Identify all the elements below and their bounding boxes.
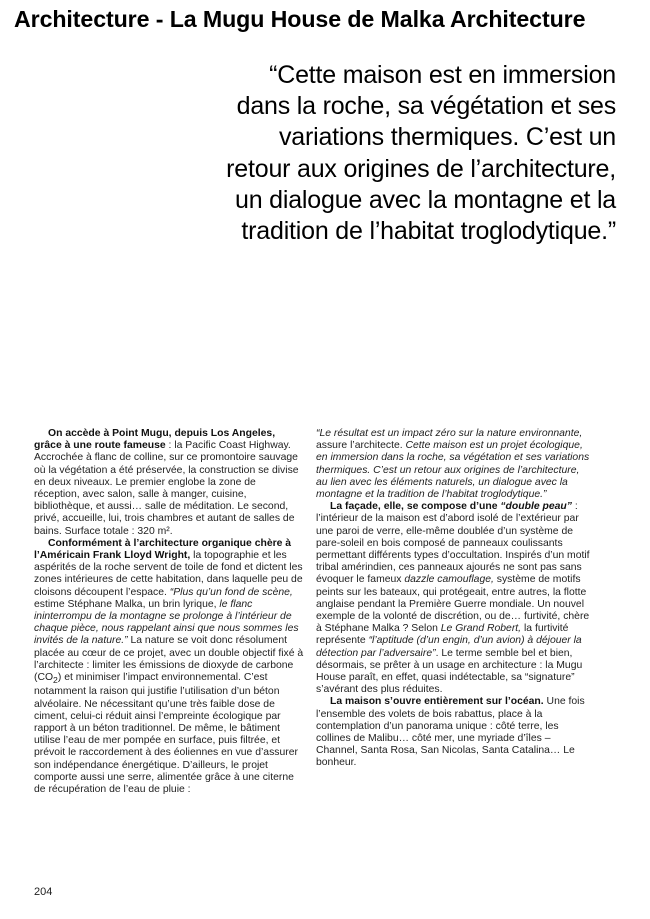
quote-text: “Plus qu’un fond de scène, [169,586,293,598]
paragraph-lead: Conformément à l’architecture organique chère à l’Américain Frank Lloyd Wright, [34,537,292,562]
paragraph-text: : la Pacific Coast Highway. Accrochée à flanc de colline, sur ce promontoire sauvage où la végétation a été préservée, la construction se divise en deux niveaux. Le premier englobe la zone de réception, avec salon, salle à manger, cuisine, bibliothèque, et aussi… salle de méditation. Le second, privé, accueille, lui, trois chambres et autant de salles de bains. Surface totale : 320 m². [34,440,299,537]
article-paragraph-intro [34,428,304,538]
pull-quote-line: dans la roche, sa végétation et ses [236,92,616,121]
paragraph-text: la furtivité représente [316,623,569,647]
article-paragraph-organic [34,538,304,796]
pull-quote-line: tradition de l’habitat troglodytique.” [241,217,616,246]
paragraph-text: assure l’architecte. [316,440,406,452]
article-column-left [34,428,304,796]
paragraph-text: la topographie et les aspérités de la roche servent de toile de fond et dictent les zones intérieures de cette habitation, dans laquelle peu de cloisons découpent l’espace. [34,550,303,598]
pull-quote-line: retour aux origines de l’architecture, [226,154,616,183]
emphasis-text: dazzle camouflage, [404,574,494,586]
quote-text: “Le résultat est un impact zéro sur la nature environnante, [316,428,583,439]
emphasis-text: Le Grand Robert, [440,623,522,635]
paragraph-text: ) et minimiser l’impact environnemental. C’est notamment la raison qui justifie l’utilisation d’un béton alvéolaire. Ne nécessitant qu’une très faible dose de ciment, celui-ci réduit ainsi l’empreinte écologique par rapport à un béton traditionnel. De même, le bâtiment utilise l’eau de mer pompée en surface, puis filtrée, et prévoit le raccordement à des éoliennes en vue d’assurer son indépendance énergétique. D’ailleurs, le projet comporte aussi une serre, alimentée grâce à une citerne de récupération de l’eau de pluie : [34,672,298,795]
page-number: 204 [34,886,53,898]
paragraph-text: : l’intérieur de la maison est d’abord isolé de l’extérieur par une paroi de verre, elle-même doublée d’un système de pare-soleil en bois composé de panneaux coulissants permettant différents types d’occultation. Inspirés d’un motif tribal amérindien, ces panneaux ajourés ne sont pas sans évoquer le fameux [316,501,590,586]
paragraph-text: La nature se voit donc résolument placée au cœur de ce projet, avec un double objectif fixé à l’architecte : limiter les émissions de dioxyde de carbone (CO [34,635,304,684]
article-paragraph-continued [316,428,590,501]
pull-quote-line: variations thermiques. C’est un [278,123,616,152]
article-paragraph-ocean [316,696,590,769]
pull-quote [56,60,616,247]
paragraph-text: Une fois l’ensemble des volets de bois rabattus, place à la contemplation d’un panorama unique : côté terre, les collines de Malibu… côté mer, une myriade d’îles – Channel, Santa Rosa, San Nicolas, Santa Catalina… Le bonheur. [316,696,585,769]
pull-quote-line: un dialogue avec la montagne et la [235,185,616,214]
quote-text: Cette maison est un projet écologique, en immersion dans la roche, sa végétation et ses variations thermiques. C’est un retour aux origines de l’architecture, au lien avec les éléments naturels, un dialogue avec la montagne et la tradition de l’habitat troglodytique.” [316,440,590,501]
article-headline: Architecture - La Mugu House de Malka Architecture [14,6,586,32]
subscript: 2 [53,675,58,686]
article-paragraph-facade [316,501,590,696]
paragraph-lead: On accède à Point Mugu, depuis Los Angeles, grâce à une route fameuse [34,428,276,452]
article-column-right [316,428,590,770]
paragraph-lead: La maison s’ouvre entièrement sur l’océan. [330,696,544,708]
quote-text: “double peau” [500,501,572,513]
quote-text: le flanc ininterrompu de la montagne se prolonge à l’intérieur de chaque pièce, nous rappelant ainsi que nous sommes les invités de la nature.” [34,598,299,647]
paragraph-lead: La façade, elle, se compose d’une [330,501,501,513]
pull-quote-line: “Cette maison est en immersion [269,61,616,89]
paragraph-text: système de motifs peints sur les bateaux, qui protégeait, entre autres, la flotte anglaise pendant la Première Guerre mondiale. Un nouvel exemple de la volonté de discrétion, ou de… furtivité, chère à Stéphane Malka ? Selon [316,574,590,635]
paragraph-text: . Le terme semble bel et bien, désormais, se prêter à un usage en architecture : la Mugu House paraît, en effet, quasi indétectable, sa “signature” s’avérant des plus réduites. [316,647,583,696]
paragraph-text: estime Stéphane Malka, un brin lyrique, [34,598,220,610]
quote-text: “l’aptitude (d’un engin, d’un avion) à déjouer la détection par l’adversaire” [316,635,582,659]
